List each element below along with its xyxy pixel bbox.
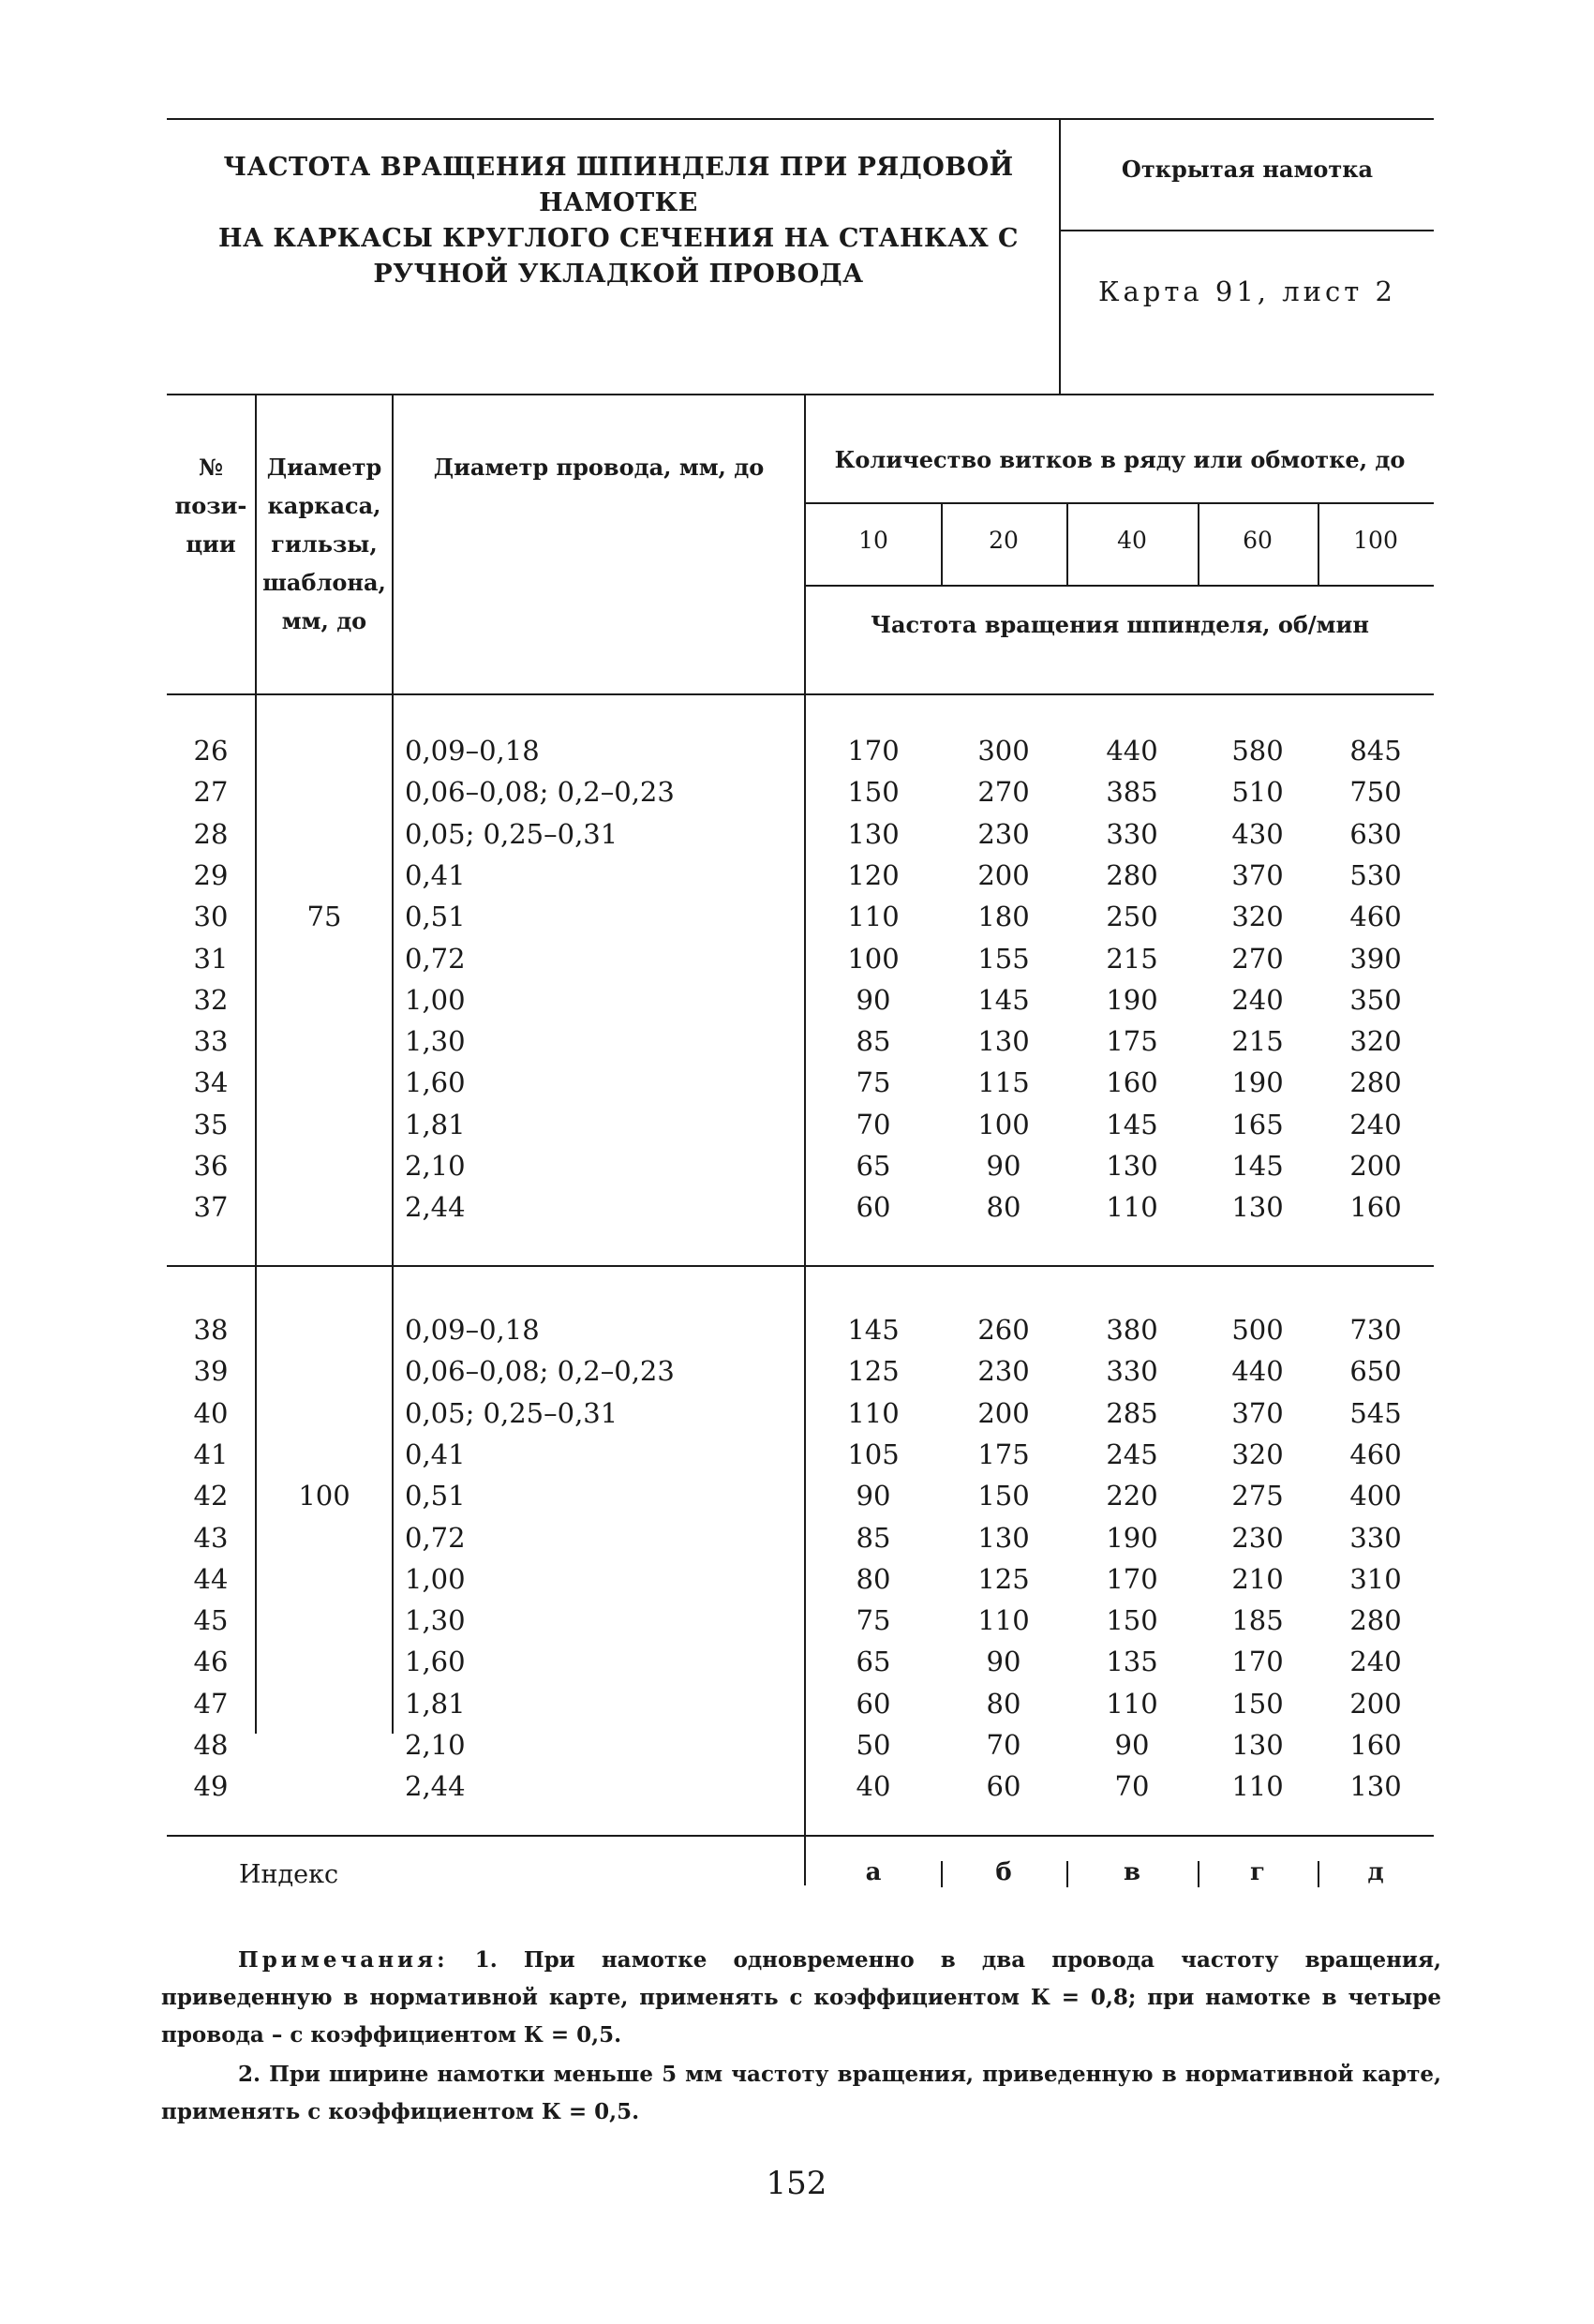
speed-value: 240 [1349, 1646, 1402, 1678]
position-number: 41 [193, 1438, 229, 1470]
speed-value: 70 [856, 1108, 891, 1140]
speed-value: 150 [977, 1480, 1030, 1512]
index-separator [1198, 1861, 1199, 1887]
position-number: 28 [193, 817, 229, 850]
position-number: 38 [193, 1314, 229, 1346]
index-separator [1066, 1861, 1068, 1887]
speed-value: 160 [1106, 1066, 1158, 1099]
title-line: РУЧНОЙ УКЛАДКОЙ ПРОВОДА [373, 260, 864, 289]
speed-value: 430 [1231, 817, 1284, 850]
speed-value: 170 [1106, 1562, 1158, 1595]
speed-value: 330 [1106, 817, 1158, 850]
position-number: 34 [193, 1066, 229, 1099]
speed-value: 105 [847, 1438, 900, 1470]
speed-value: 280 [1106, 858, 1158, 891]
wire-diameter: 1,81 [405, 1108, 466, 1140]
position-number: 35 [193, 1108, 229, 1140]
wire-diameter: 2,10 [405, 1729, 466, 1761]
position-number: 40 [193, 1396, 229, 1429]
position-number: 29 [193, 858, 229, 891]
speed-value: 230 [977, 1355, 1030, 1388]
speed-value: 90 [856, 983, 891, 1016]
speed-value: 145 [977, 983, 1030, 1016]
speed-value: 115 [977, 1066, 1030, 1099]
wire-diameter: 1,60 [405, 1646, 466, 1678]
speed-value: 460 [1349, 901, 1402, 933]
speed-value: 330 [1349, 1521, 1402, 1554]
speed-value: 125 [847, 1355, 900, 1388]
speed-value: 110 [847, 1396, 900, 1429]
speed-value: 145 [847, 1314, 900, 1346]
speed-value: 80 [986, 1191, 1021, 1224]
card-reference: Карта 91, лист 2 [1098, 276, 1396, 307]
speed-value: 155 [977, 942, 1030, 975]
wire-diameter: 2,44 [405, 1191, 466, 1224]
speed-value: 80 [986, 1687, 1021, 1720]
speed-value: 180 [977, 901, 1030, 933]
speed-value: 110 [1106, 1687, 1158, 1720]
notes-label: Примечания: [238, 1947, 449, 1973]
speed-value: 110 [1106, 1191, 1158, 1224]
speed-value: 175 [1106, 1025, 1158, 1058]
position-number: 45 [193, 1604, 229, 1637]
index-separator [941, 1861, 943, 1887]
note-2: 2. При ширине намотки меньше 5 мм частоту вращения, приведенную в нормативной карте, применять с коэффициентом К = 0,5. [161, 2062, 1441, 2124]
speed-value: 170 [1231, 1646, 1284, 1678]
speed-label: Частота вращения шпинделя, об/мин [871, 611, 1369, 638]
frame-diameter: 100 [298, 1480, 350, 1512]
speed-value: 240 [1349, 1108, 1402, 1140]
speed-value: 60 [856, 1687, 891, 1720]
speed-value: 370 [1231, 858, 1284, 891]
speed-value: 650 [1349, 1355, 1402, 1388]
speed-value: 130 [1231, 1729, 1284, 1761]
speed-value: 80 [856, 1562, 891, 1595]
speed-value: 40 [856, 1770, 891, 1803]
note-1: 1. При намотке одновременно в два провода частоту вращения, приведенную в нормативной карте, применять с коэффициентом К = 0,8; при намотке в четыре провода – с коэффициентом К = 0,5. [161, 1947, 1441, 2048]
group-separator [167, 1265, 1434, 1267]
turns-value: 60 [1243, 527, 1273, 554]
index-letter: б [995, 1858, 1012, 1886]
speed-value: 70 [986, 1729, 1021, 1761]
speed-value: 170 [847, 735, 900, 767]
speed-value: 175 [977, 1438, 1030, 1470]
speed-value: 85 [856, 1025, 891, 1058]
speed-value: 200 [1349, 1150, 1402, 1182]
speed-value: 65 [856, 1646, 891, 1678]
index-letter: д [1367, 1858, 1384, 1886]
speed-value: 110 [847, 901, 900, 933]
position-number: 32 [193, 983, 229, 1016]
speed-value: 200 [977, 1396, 1030, 1429]
wire-diameter: 0,51 [405, 901, 466, 933]
speed-value: 320 [1231, 901, 1284, 933]
speed-value: 270 [1231, 942, 1284, 975]
top-rule [167, 118, 1434, 120]
speed-value: 210 [1231, 1562, 1284, 1595]
speed-value: 320 [1349, 1025, 1402, 1058]
speed-value: 280 [1349, 1604, 1402, 1637]
wire-diameter: 0,51 [405, 1480, 466, 1512]
wire-diameter: 1,30 [405, 1025, 466, 1058]
wire-diameter: 1,81 [405, 1687, 466, 1720]
speed-value: 500 [1231, 1314, 1284, 1346]
wire-diameter: 1,60 [405, 1066, 466, 1099]
speed-value: 510 [1231, 776, 1284, 809]
speed-value: 250 [1106, 901, 1158, 933]
header-right-rule [1061, 230, 1434, 231]
header-bottom-rule [167, 693, 1434, 695]
sub-col-rule [1066, 502, 1068, 587]
turns-value: 100 [1353, 527, 1398, 554]
turns-value: 10 [858, 527, 888, 554]
speed-value: 110 [977, 1604, 1030, 1637]
speed-value: 190 [1106, 983, 1158, 1016]
speed-value: 90 [856, 1480, 891, 1512]
speed-value: 460 [1349, 1438, 1402, 1470]
wire-diameter: 2,44 [405, 1770, 466, 1803]
wire-diameter: 0,09–0,18 [405, 1314, 540, 1346]
wire-diameter: 0,05; 0,25–0,31 [405, 817, 618, 850]
speed-value: 730 [1349, 1314, 1402, 1346]
speed-value: 85 [856, 1521, 891, 1554]
speed-value: 350 [1349, 983, 1402, 1016]
position-number: 26 [193, 735, 229, 767]
winding-type: Открытая намотка [1121, 156, 1374, 183]
col-header-wire-diameter: Диаметр провода, мм, до [433, 454, 765, 481]
wire-diameter: 1,30 [405, 1604, 466, 1637]
sub-col-rule [941, 502, 943, 587]
speed-value: 310 [1349, 1562, 1402, 1595]
speed-value: 750 [1349, 776, 1402, 809]
speed-value: 530 [1349, 858, 1402, 891]
title-line: ЧАСТОТА ВРАЩЕНИЯ ШПИНДЕЛЯ ПРИ РЯДОВОЙ НАМОТКЕ [223, 153, 1014, 217]
position-number: 42 [193, 1480, 229, 1512]
speed-value: 190 [1106, 1521, 1158, 1554]
table-bottom-rule [167, 1835, 1434, 1837]
wire-diameter: 0,41 [405, 1438, 466, 1470]
page-number: 152 [766, 2165, 827, 2202]
speed-value: 65 [856, 1150, 891, 1182]
position-number: 27 [193, 776, 229, 809]
table-top-rule [167, 394, 1434, 395]
speed-value: 160 [1349, 1191, 1402, 1224]
speed-value: 100 [977, 1108, 1030, 1140]
speed-value: 230 [977, 817, 1030, 850]
index-separator [1318, 1861, 1319, 1887]
speed-value: 240 [1231, 983, 1284, 1016]
position-number: 33 [193, 1025, 229, 1058]
speed-value: 330 [1106, 1355, 1158, 1388]
position-number: 36 [193, 1150, 229, 1182]
col-header-turns: Количество витков в ряду или обмотке, до [834, 446, 1406, 473]
speed-value: 120 [847, 858, 900, 891]
speed-value: 160 [1349, 1729, 1402, 1761]
speed-value: 75 [856, 1604, 891, 1637]
speed-value: 440 [1231, 1355, 1284, 1388]
frame-diameter: 75 [306, 901, 342, 933]
speed-value: 130 [977, 1521, 1030, 1554]
speed-value: 190 [1231, 1066, 1284, 1099]
sub-col-rule [1198, 502, 1199, 587]
wire-diameter: 1,00 [405, 1562, 466, 1595]
speed-value: 100 [847, 942, 900, 975]
speed-rule [806, 585, 1434, 587]
index-letter: г [1250, 1858, 1265, 1886]
position-number: 31 [193, 942, 229, 975]
speed-value: 90 [986, 1150, 1021, 1182]
speed-value: 580 [1231, 735, 1284, 767]
notes [161, 1942, 1441, 2131]
speed-value: 150 [1231, 1687, 1284, 1720]
speed-value: 390 [1349, 942, 1402, 975]
position-number: 44 [193, 1562, 229, 1595]
speed-value: 145 [1231, 1150, 1284, 1182]
speed-value: 630 [1349, 817, 1402, 850]
speed-value: 70 [1114, 1770, 1150, 1803]
speed-value: 110 [1231, 1770, 1284, 1803]
speed-value: 90 [1114, 1729, 1150, 1761]
turns-value: 40 [1117, 527, 1147, 554]
speed-value: 145 [1106, 1108, 1158, 1140]
position-number: 39 [193, 1355, 229, 1388]
title-line: НА КАРКАСЫ КРУГЛОГО СЕЧЕНИЯ НА СТАНКАХ С [218, 224, 1019, 253]
speed-value: 260 [977, 1314, 1030, 1346]
speed-value: 130 [977, 1025, 1030, 1058]
wire-diameter: 1,00 [405, 983, 466, 1016]
speed-value: 165 [1231, 1108, 1284, 1140]
position-number: 46 [193, 1646, 229, 1678]
speed-value: 285 [1106, 1396, 1158, 1429]
page-title [187, 150, 1050, 292]
speed-value: 280 [1349, 1066, 1402, 1099]
index-letter: а [865, 1858, 882, 1886]
speed-value: 130 [1106, 1150, 1158, 1182]
col-rule-2 [392, 394, 394, 1734]
speed-value: 150 [847, 776, 900, 809]
speed-value: 60 [856, 1191, 891, 1224]
col-header-frame-diameter: Диаметр каркаса, гильзы, шаблона, мм, до [262, 454, 386, 634]
position-number: 49 [193, 1770, 229, 1803]
speed-value: 200 [1349, 1687, 1402, 1720]
speed-value: 50 [856, 1729, 891, 1761]
wire-diameter: 0,41 [405, 858, 466, 891]
speed-value: 400 [1349, 1480, 1402, 1512]
speed-value: 130 [847, 817, 900, 850]
wire-diameter: 0,09–0,18 [405, 735, 540, 767]
speed-value: 380 [1106, 1314, 1158, 1346]
turns-value: 20 [989, 527, 1019, 554]
wire-diameter: 0,72 [405, 1521, 466, 1554]
wire-diameter: 0,06–0,08; 0,2–0,23 [405, 1355, 675, 1388]
speed-value: 845 [1349, 735, 1402, 767]
speed-value: 385 [1106, 776, 1158, 809]
speed-value: 300 [977, 735, 1030, 767]
position-number: 37 [193, 1191, 229, 1224]
wire-diameter: 0,05; 0,25–0,31 [405, 1396, 618, 1429]
speed-value: 75 [856, 1066, 891, 1099]
speed-value: 215 [1231, 1025, 1284, 1058]
speed-value: 130 [1231, 1191, 1284, 1224]
position-number: 48 [193, 1729, 229, 1761]
wire-diameter: 0,72 [405, 942, 466, 975]
speed-value: 275 [1231, 1480, 1284, 1512]
speed-value: 270 [977, 776, 1030, 809]
speed-value: 185 [1231, 1604, 1284, 1637]
position-number: 30 [193, 901, 229, 933]
speed-value: 135 [1106, 1646, 1158, 1678]
speed-value: 130 [1349, 1770, 1402, 1803]
wire-diameter: 2,10 [405, 1150, 466, 1182]
speed-value: 60 [986, 1770, 1021, 1803]
speed-value: 200 [977, 858, 1030, 891]
speed-value: 150 [1106, 1604, 1158, 1637]
speed-value: 230 [1231, 1521, 1284, 1554]
speed-value: 215 [1106, 942, 1158, 975]
speed-value: 370 [1231, 1396, 1284, 1429]
col-header-position: № пози- ции [174, 454, 247, 558]
speed-value: 220 [1106, 1480, 1158, 1512]
speed-value: 125 [977, 1562, 1030, 1595]
index-letter: в [1123, 1858, 1141, 1886]
position-number: 43 [193, 1521, 229, 1554]
speed-value: 545 [1349, 1396, 1402, 1429]
index-label: Индекс [239, 1860, 339, 1889]
position-number: 47 [193, 1687, 229, 1720]
turns-rule [806, 502, 1434, 504]
speed-value: 90 [986, 1646, 1021, 1678]
speed-value: 440 [1106, 735, 1158, 767]
speed-value: 320 [1231, 1438, 1284, 1470]
speed-value: 245 [1106, 1438, 1158, 1470]
wire-diameter: 0,06–0,08; 0,2–0,23 [405, 776, 675, 809]
